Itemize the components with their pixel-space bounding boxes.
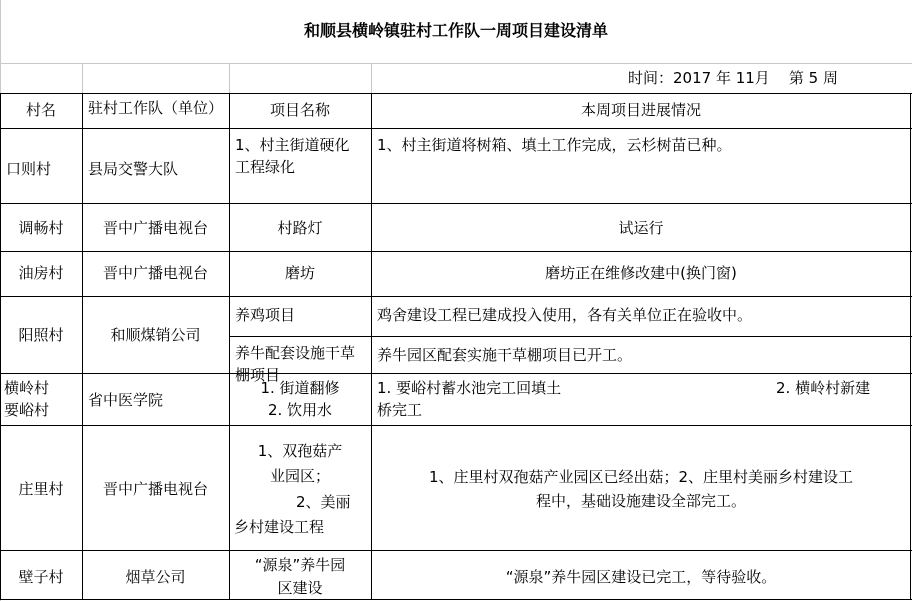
- row-border: [0, 128, 912, 129]
- village-cell: 口则村: [6, 160, 52, 178]
- team-cell: 省中医学院: [88, 391, 164, 409]
- progress-cell: 1、村主街道将树箱、填土工作完成，云杉树苗已种。: [377, 136, 732, 154]
- grid-line: [371, 63, 372, 93]
- progress-cell: 程中，基础设施建设全部完工。: [535, 492, 746, 510]
- row-border: [0, 550, 912, 551]
- progress-cell: “源泉”养牛园区建设已完工，等待验收。: [505, 568, 777, 586]
- project-cell: 养牛配套设施干草棚项目: [235, 344, 356, 384]
- village-cell: 要峪村: [4, 401, 50, 419]
- col-border: [371, 93, 372, 600]
- village-cell: 油房村: [18, 264, 64, 282]
- grid-line: [0, 63, 912, 64]
- project-cell: 磨坊: [284, 264, 315, 282]
- project-cell: 2、美丽: [296, 493, 351, 511]
- progress-cell: 试运行: [618, 219, 664, 237]
- village-cell: 庄里村: [18, 480, 64, 498]
- project-cell: 村路灯: [277, 219, 323, 237]
- row-border: [0, 251, 912, 252]
- progress-cell: 2. 横岭村新建: [776, 379, 871, 397]
- village-cell: 阳照村: [18, 326, 64, 344]
- project-cell: 1、村主街道硬化工程绿化: [235, 136, 350, 176]
- village-cell: 壁子村: [18, 568, 64, 586]
- col-border: [229, 93, 230, 600]
- team-cell: 和顺煤销公司: [110, 326, 201, 344]
- col-border: [910, 93, 911, 600]
- progress-cell: 磨坊正在维修改建中(换门窗): [545, 264, 737, 282]
- progress-cell: 桥完工: [377, 401, 423, 419]
- team-cell: 晋中广播电视台: [102, 219, 208, 237]
- project-cell: 1、双孢菇产: [257, 442, 343, 460]
- project-cell: 区建设: [277, 579, 323, 597]
- row-border: [0, 425, 912, 426]
- row-border: [0, 93, 912, 94]
- village-cell: 横岭村: [4, 379, 50, 397]
- col-border: [82, 93, 83, 600]
- team-cell: 晋中广播电视台: [102, 480, 208, 498]
- grid-line: [229, 63, 230, 93]
- row-border: [0, 203, 912, 204]
- grid-line: [82, 63, 83, 93]
- project-cell: 1. 街道翻修: [260, 379, 340, 397]
- team-cell: 县局交警大队: [88, 160, 179, 178]
- row-border: [229, 336, 912, 337]
- header-village: 村名: [25, 101, 56, 119]
- project-cell: 养鸡项目: [235, 306, 296, 324]
- team-cell: 烟草公司: [125, 568, 186, 586]
- header-team: 驻村工作队（单位）: [88, 99, 224, 117]
- col-border: [0, 93, 1, 600]
- progress-cell: 1、庄里村双孢菇产业园区已经出菇；2、庄里村美丽乡村建设工: [428, 468, 854, 486]
- sheet-title: 和顺县横岭镇驻村工作队一周项目建设清单: [303, 21, 608, 40]
- progress-cell: 养牛园区配套实施干草棚项目已开工。: [377, 346, 633, 364]
- project-cell: “源泉”养牛园: [254, 556, 346, 574]
- progress-cell: 鸡舍建设工程已建成投入使用，各有关单位正在验收中。: [377, 306, 753, 324]
- row-border: [0, 373, 912, 374]
- project-cell: 2. 饮用水: [267, 401, 333, 419]
- row-border: [0, 296, 912, 297]
- progress-cell: 1. 要峪村蓄水池完工回填土: [377, 379, 562, 397]
- village-cell: 调畅村: [18, 219, 64, 237]
- project-cell: 乡村建设工程: [234, 518, 325, 536]
- header-progress: 本周项目进展情况: [580, 101, 701, 119]
- row-border: [0, 599, 912, 600]
- date-week: 时间：2017 年 11月 第 5 周: [628, 69, 838, 87]
- project-cell: 业园区；: [269, 467, 330, 485]
- header-project: 项目名称: [269, 101, 330, 119]
- team-cell: 晋中广播电视台: [102, 264, 208, 282]
